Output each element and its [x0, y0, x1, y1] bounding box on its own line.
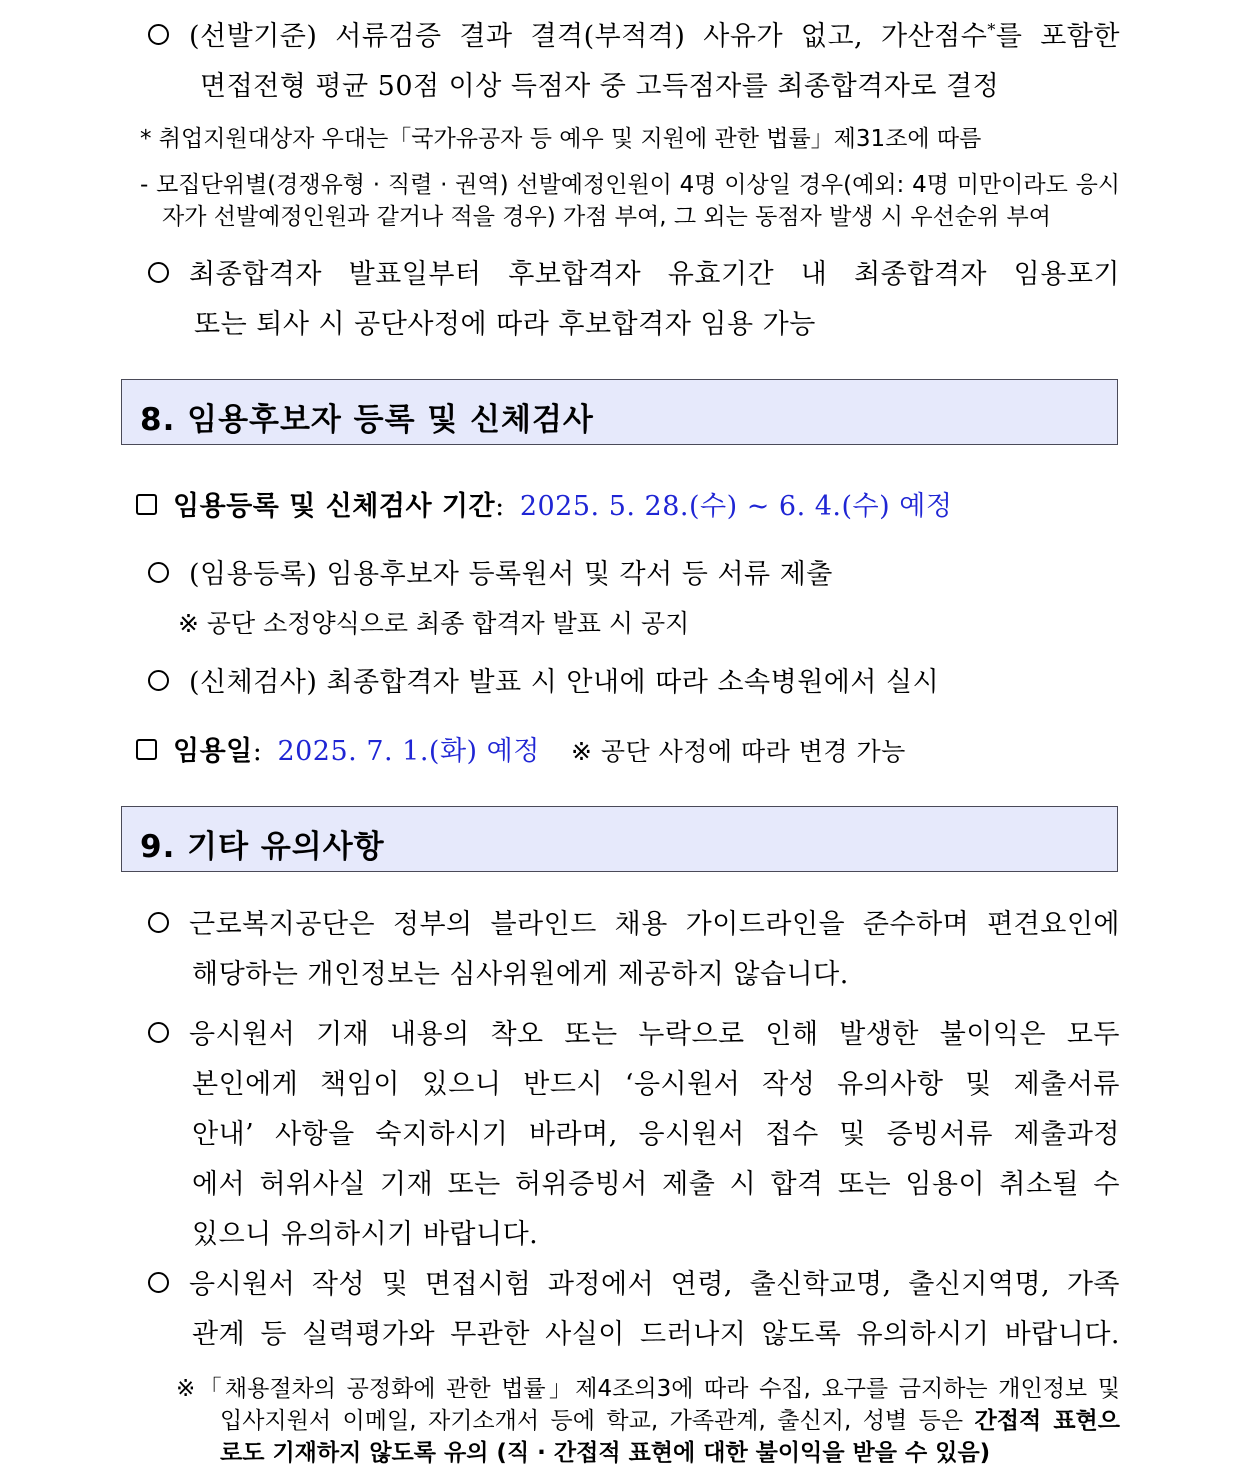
law-line1: ※「채용절차의 공정화에 관한 법률」제4조의3에 따라 수집, 요구를 금지하는 개인정보 및 [176, 1376, 1120, 1402]
appoint-note: ※ 공단 사정에 따라 변경 가능 [570, 737, 906, 766]
law-line2: 입사지원서 이메일, 자기소개서 등에 학교, 가족관계, 출신지, 성별 등은 간접적 표현으 [220, 1408, 1120, 1434]
reserve-line2: 또는 퇴사 시 공단사정에 따라 후보합격자 임용 가능 [194, 309, 816, 340]
square-bullet-icon [136, 739, 157, 760]
square-bullet-icon [136, 494, 157, 515]
registration-note: ※ 공단 소정양식으로 최종 합격자 발표 시 공지 [178, 609, 690, 638]
item1-line2: 해당하는 개인정보는 심사위원에게 제공하지 않습니다. [192, 959, 849, 990]
section-9-title: 9. 기타 유의사항 [140, 829, 385, 865]
section-8-header [121, 379, 1118, 445]
item2-line2: 본인에게 책임이 있으니 반드시 ‘응시원서 작성 유의사항 및 제출서류 [192, 1069, 1120, 1100]
circle-bullet-icon [148, 670, 169, 691]
circle-bullet-icon [148, 262, 169, 283]
item2-line1: 응시원서 기재 내용의 착오 또는 누락으로 인해 발생한 불이익은 모두 [148, 1012, 1120, 1051]
circle-bullet-icon [148, 912, 169, 933]
period-row: 임용등록 및 신체검사 기간: 2025. 5. 28.(수) ~ 6. 4.(수) 예정 [136, 484, 952, 523]
note-dash-line2: 자가 선발예정인원과 같거나 적을 경우) 가점 부여, 그 외는 동점자 발생 시 우선순위 부여 [162, 204, 1051, 230]
circle-bullet-icon [148, 1272, 169, 1293]
item2-line5: 있으니 유의하시기 바랍니다. [192, 1219, 539, 1250]
appoint-row: 임용일: 2025. 7. 1.(화) 예정 ※ 공단 사정에 따라 변경 가능 [136, 729, 906, 768]
law-line3: 로도 기재하지 않도록 유의 (직 · 간접적 표현에 대한 불이익을 받을 수 있음) [220, 1440, 991, 1466]
item2-line4: 에서 허위사실 기재 또는 허위증빙서 제출 시 합격 또는 임용이 취소될 수 [192, 1169, 1120, 1200]
note-star: * 취업지원대상자 우대는「국가유공자 등 예우 및 지원에 관한 법률」제31조에 따름 [140, 126, 982, 152]
appoint-value: 2025. 7. 1.(화) 예정 [277, 736, 540, 767]
reserve-line1: 최종합격자 발표일부터 후보합격자 유효기간 내 최종합격자 임용포기 [148, 252, 1120, 291]
item2-line3: 안내’ 사항을 숙지하시기 바라며, 응시원서 접수 및 증빙서류 제출과정 [192, 1119, 1120, 1150]
registration-row: (임용등록) 임용후보자 등록원서 및 각서 등 서류 제출 [148, 552, 833, 591]
item1-line1: 근로복지공단은 정부의 블라인드 채용 가이드라인을 준수하며 편견요인에 [148, 902, 1120, 941]
period-value: 2025. 5. 28.(수) ~ 6. 4.(수) 예정 [519, 491, 953, 522]
circle-bullet-icon [148, 562, 169, 583]
section-9-header [121, 806, 1118, 872]
criteria-line1: (선발기준) 서류검증 결과 결격(부적격) 사유가 없고, 가산점수*를 포함한 [148, 14, 1120, 53]
note-dash-line1: - 모집단위별(경쟁유형 · 직렬 · 권역) 선발예정인원이 4명 이상일 경우(예외: 4명 미만이라도 응시 [140, 172, 1120, 198]
circle-bullet-icon [148, 1022, 169, 1043]
physical-row: (신체검사) 최종합격자 발표 시 안내에 따라 소속병원에서 실시 [148, 660, 939, 699]
section-8-title: 8. 임용후보자 등록 및 신체검사 [140, 402, 594, 438]
circle-bullet-icon [148, 24, 169, 45]
item3-line1: 응시원서 작성 및 면접시험 과정에서 연령, 출신학교명, 출신지역명, 가족 [148, 1262, 1120, 1301]
criteria-line2: 면접전형 평균 50점 이상 득점자 중 고득점자를 최종합격자로 결정 [200, 71, 1000, 102]
item3-line2: 관계 등 실력평가와 무관한 사실이 드러나지 않도록 유의하시기 바랍니다. [192, 1319, 1120, 1350]
